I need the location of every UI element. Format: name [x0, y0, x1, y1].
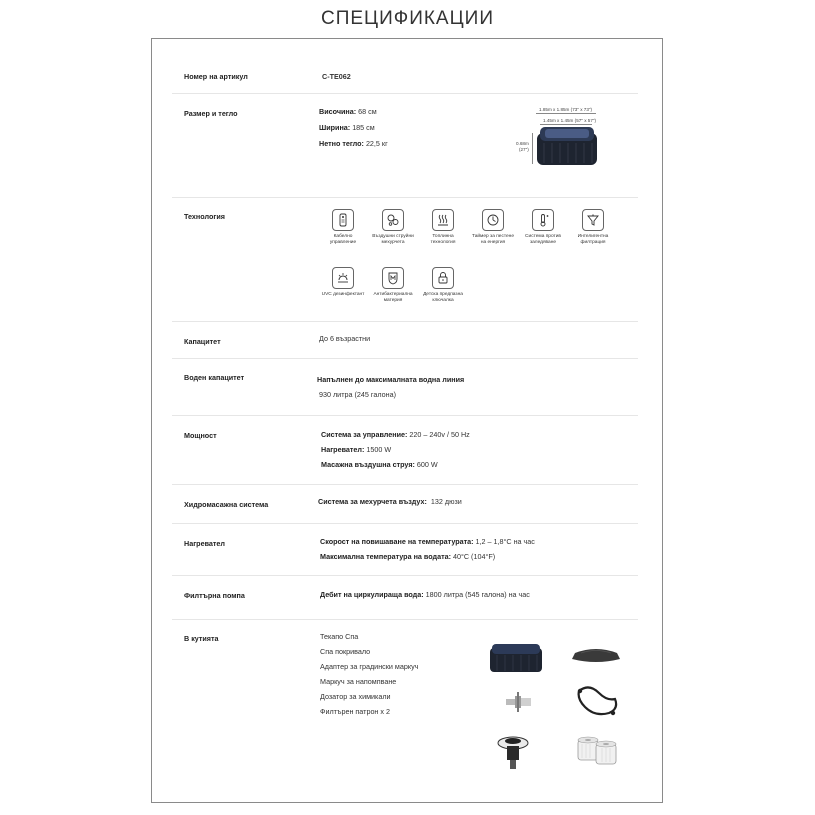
- bubbles-icon: [386, 213, 400, 227]
- dim-outer-text: 1.85m x 1.85m (73" x 73"): [539, 107, 593, 112]
- height-spec: Височина: 68 см: [319, 107, 377, 116]
- antibacterial-icon: [386, 271, 400, 285]
- box-items-list: [320, 632, 418, 722]
- spa-product-image: [489, 643, 543, 673]
- list-item: Адаптер за градински маркуч: [320, 662, 419, 671]
- water-label: Воден капацитет: [184, 373, 245, 382]
- tech-filter: Интелигентна филтрация: [570, 209, 616, 245]
- box-label: В кутията: [184, 634, 219, 643]
- row-box: [172, 620, 638, 800]
- power-heater: Нагревател: 1500 W: [321, 445, 392, 454]
- row-size: [172, 94, 638, 198]
- filter-cartridges-image: [576, 736, 620, 766]
- hydro-label: Хидромасажна система: [184, 500, 269, 509]
- timer-icon: [486, 213, 500, 227]
- heat-icon: [436, 213, 450, 227]
- article-value: C-TE062: [322, 72, 351, 81]
- pump-flow: Дебит на циркулираща вода: 1800 литра (545 галона) на час: [320, 590, 530, 599]
- freeze-protect-icon: [536, 213, 550, 227]
- row-heater: [172, 524, 638, 576]
- filter-icon: [586, 213, 600, 227]
- list-item: Дозатор за химикали: [320, 692, 391, 701]
- technology-label: Технология: [184, 212, 225, 221]
- heater-label: Нагревател: [184, 539, 225, 548]
- row-water: [172, 359, 638, 416]
- list-item: Спа покривало: [320, 647, 371, 656]
- child-lock-icon: [436, 271, 450, 285]
- inflation-hose-image: [575, 683, 619, 721]
- list-item: Текапо Спа: [320, 632, 359, 641]
- tech-heat: Топлинна технология: [420, 209, 466, 245]
- tech-uvc: UVC дезинфектант: [320, 267, 366, 298]
- row-technology: [172, 198, 638, 322]
- size-label: Размер и тегло: [184, 109, 238, 118]
- page-title: СПЕЦИФИКАЦИИ: [321, 8, 494, 29]
- tech-timer: Таймер за пестене на енергия: [470, 209, 516, 245]
- pump-label: Филтърна помпа: [184, 591, 245, 600]
- tech-bubbles: Въздушни струйни мехурчета: [370, 209, 416, 245]
- article-label: Номер на артикул: [184, 72, 248, 81]
- power-massage: Масажна въздушна струя: 600 W: [321, 460, 438, 469]
- water-line1: Напълнен до максималната водна линия: [317, 375, 465, 384]
- uvc-icon: [336, 271, 350, 285]
- row-hydro: [172, 485, 638, 524]
- spa-dimension-diagram: [514, 107, 624, 177]
- list-item: Маркуч за напомпване: [320, 677, 397, 686]
- row-article: [172, 54, 638, 94]
- heater-speed: Скорост на повишаване на температурата: 1,2 – 1,8°C на час: [320, 537, 535, 546]
- list-item: Филтърен патрон x 2: [320, 707, 390, 716]
- tech-child-lock: Детска предпазна ключалка: [420, 267, 466, 303]
- dim-height-text: 0.68m (27"): [516, 141, 529, 152]
- tech-remote: Кабелно управление: [320, 209, 366, 245]
- hydro-bubbles: Система за мехурчета въздух: 132 дюзи: [318, 497, 462, 506]
- hose-adapter-image: [503, 690, 535, 714]
- heater-max: Максимална температура на водата: 40°C (104°F): [320, 552, 496, 561]
- weight-spec: Нетно тегло: 22,5 кг: [319, 139, 388, 148]
- row-pump: [172, 576, 638, 620]
- capacity-label: Капацитет: [184, 337, 221, 346]
- row-power: [172, 416, 638, 485]
- row-capacity: [172, 322, 638, 359]
- capacity-value: До 6 възрастни: [319, 334, 371, 343]
- chemical-dispenser-image: [493, 732, 533, 772]
- spa-image: [536, 125, 598, 167]
- tech-freeze: Система против заледяване: [520, 209, 566, 245]
- width-spec: Ширина: 185 см: [319, 123, 375, 132]
- spa-cover-image: [571, 645, 621, 667]
- water-line2: 930 литра (245 галона): [319, 390, 396, 399]
- power-control: Система за управление: 220 – 240v / 50 Hz: [321, 430, 470, 439]
- power-label: Мощност: [184, 431, 217, 440]
- tech-antibacterial: Антибактериална материя: [370, 267, 416, 303]
- dim-inner-text: 1.45m x 1.45m (57" x 57"): [543, 118, 597, 123]
- spec-table: [151, 38, 663, 803]
- remote-icon: [336, 213, 350, 227]
